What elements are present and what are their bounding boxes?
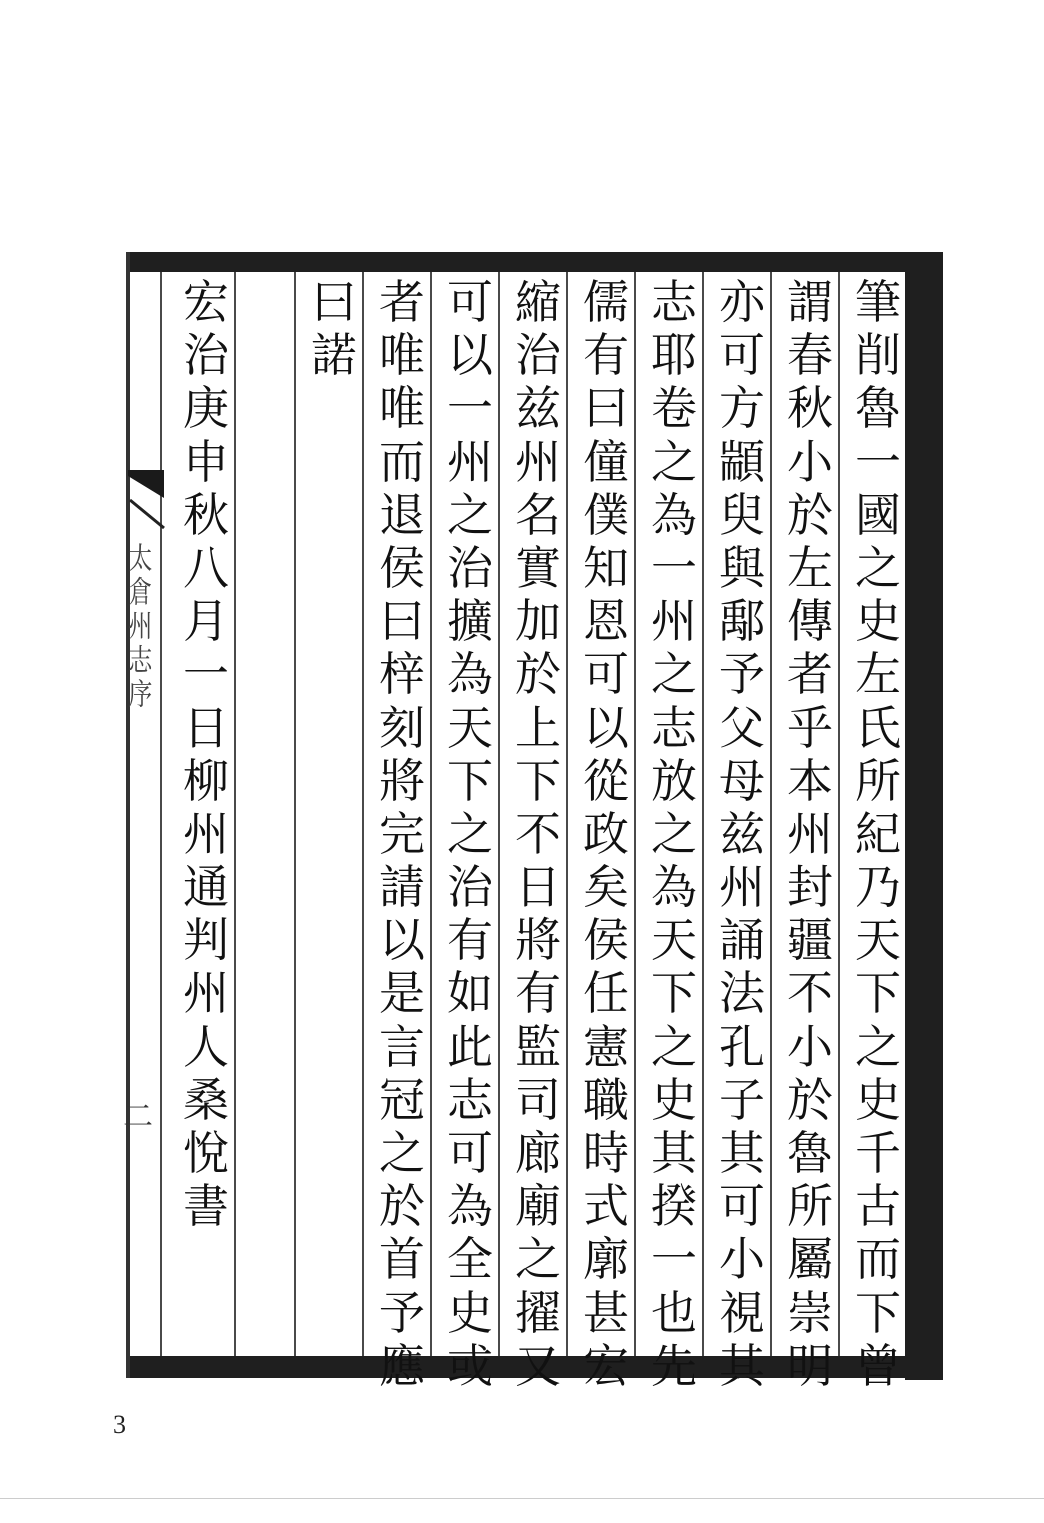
glyph: 州 — [651, 594, 697, 649]
page-number: 3 — [113, 1410, 126, 1439]
glyph: 廟 — [515, 1179, 561, 1234]
glyph: 人 — [183, 1019, 229, 1074]
text-column — [782, 276, 838, 1393]
glyph: 知 — [583, 540, 629, 595]
glyph: 將 — [515, 913, 561, 968]
glyph: 日 — [515, 860, 561, 915]
glyph: 左 — [787, 540, 833, 595]
glyph: 之 — [379, 1126, 425, 1180]
column-rule — [430, 272, 432, 1356]
glyph: 監 — [515, 1019, 561, 1074]
column-rule — [234, 272, 236, 1356]
glyph: 之 — [855, 540, 901, 595]
glyph: 臾 — [719, 487, 765, 542]
glyph: 之 — [515, 1232, 561, 1287]
glyph: 一 — [447, 381, 493, 436]
glyph: 封 — [787, 860, 833, 915]
glyph: 卷 — [651, 381, 697, 436]
glyph: 古 — [855, 1179, 901, 1234]
glyph: 此 — [447, 1019, 493, 1074]
glyph: 為 — [651, 860, 697, 915]
glyph: 揆 — [651, 1179, 697, 1234]
glyph: 有 — [447, 913, 493, 968]
glyph: 氏 — [855, 700, 901, 755]
glyph: 廊 — [515, 1126, 561, 1180]
column-rule — [294, 272, 296, 1356]
banxin-title: 太倉州志序 — [123, 542, 152, 712]
glyph: 梓 — [379, 647, 425, 702]
glyph: 全 — [447, 1232, 493, 1287]
glyph: 所 — [855, 753, 901, 808]
glyph: 秋 — [787, 381, 833, 436]
glyph: 桑 — [183, 1072, 229, 1127]
glyph: 首 — [379, 1232, 425, 1287]
glyph: 春 — [787, 328, 833, 383]
glyph: 治 — [447, 860, 493, 915]
glyph: 任 — [583, 966, 629, 1021]
glyph: 縮 — [515, 275, 561, 329]
glyph: 有 — [515, 966, 561, 1021]
glyph: 曾 — [855, 1338, 901, 1393]
glyph: 曰 — [311, 275, 357, 329]
glyph: 魯 — [787, 1126, 833, 1180]
glyph: 州 — [719, 860, 765, 915]
glyph: 可 — [719, 1179, 765, 1234]
glyph: 者 — [379, 275, 425, 329]
glyph: 擢 — [515, 1285, 561, 1340]
glyph: 方 — [719, 381, 765, 436]
glyph: 治 — [447, 540, 493, 595]
glyph: 兹 — [719, 806, 765, 861]
glyph: 顓 — [719, 434, 765, 489]
glyph: 是 — [379, 966, 425, 1021]
glyph: 史 — [855, 1072, 901, 1127]
glyph: 柳 — [183, 753, 229, 808]
text-column — [578, 276, 634, 1393]
glyph: 判 — [183, 913, 229, 968]
glyph: 之 — [651, 647, 697, 702]
glyph: 下 — [515, 753, 561, 808]
glyph: 之 — [855, 1019, 901, 1074]
text-column — [178, 276, 234, 1233]
glyph: 其 — [719, 1126, 765, 1180]
glyph: 可 — [719, 328, 765, 383]
column-rule — [160, 272, 162, 1356]
glyph: 謂 — [787, 275, 833, 329]
glyph: 可 — [583, 647, 629, 702]
glyph: 母 — [719, 753, 765, 808]
column-rule — [362, 272, 364, 1356]
glyph: 有 — [583, 328, 629, 383]
glyph: 政 — [583, 806, 629, 861]
text-column — [510, 276, 566, 1393]
glyph: 先 — [651, 1338, 697, 1393]
glyph: 小 — [787, 1019, 833, 1074]
glyph: 諾 — [311, 328, 357, 383]
glyph: 疆 — [787, 913, 833, 968]
glyph: 崇 — [787, 1285, 833, 1340]
glyph: 完 — [379, 806, 425, 861]
frame-left-border — [126, 252, 130, 1378]
glyph: 之 — [651, 434, 697, 489]
column-rule — [566, 272, 568, 1356]
glyph: 子 — [719, 1072, 765, 1127]
glyph: 宏 — [183, 275, 229, 329]
glyph: 史 — [855, 594, 901, 649]
glyph: 悅 — [183, 1126, 229, 1180]
column-rule — [498, 272, 500, 1356]
glyph: 其 — [651, 1126, 697, 1180]
glyph: 亦 — [719, 275, 765, 329]
glyph: 月 — [183, 594, 229, 649]
glyph: 加 — [515, 594, 561, 649]
glyph: 名 — [515, 487, 561, 542]
glyph: 下 — [855, 966, 901, 1021]
column-rule — [634, 272, 636, 1356]
glyph: 之 — [651, 806, 697, 861]
glyph: 以 — [583, 700, 629, 755]
glyph: 孔 — [719, 1019, 765, 1074]
glyph: 小 — [719, 1232, 765, 1287]
glyph: 乎 — [787, 700, 833, 755]
text-column — [850, 276, 906, 1393]
glyph: 刻 — [379, 700, 425, 755]
glyph: 矣 — [583, 860, 629, 915]
glyph: 者 — [787, 647, 833, 702]
glyph: 之 — [651, 1019, 697, 1074]
glyph: 日 — [183, 700, 229, 755]
glyph: 申 — [183, 434, 229, 489]
glyph: 擴 — [447, 594, 493, 649]
glyph: 視 — [719, 1285, 765, 1340]
glyph: 八 — [183, 540, 229, 595]
glyph: 鄅 — [719, 594, 765, 649]
glyph: 小 — [787, 434, 833, 489]
text-column — [306, 276, 362, 382]
glyph: 通 — [183, 860, 229, 915]
glyph: 可 — [447, 275, 493, 329]
glyph: 之 — [447, 806, 493, 861]
glyph: 天 — [651, 913, 697, 968]
glyph: 於 — [787, 1072, 833, 1127]
glyph: 乃 — [855, 860, 901, 915]
glyph: 放 — [651, 753, 697, 808]
glyph: 僮 — [583, 434, 629, 489]
footer-divider — [0, 1498, 1044, 1499]
glyph: 上 — [515, 700, 561, 755]
glyph: 宏 — [583, 1338, 629, 1393]
glyph: 傳 — [787, 594, 833, 649]
glyph: 下 — [651, 966, 697, 1021]
text-column — [646, 276, 702, 1393]
glyph: 父 — [719, 700, 765, 755]
glyph: 儒 — [583, 275, 629, 329]
glyph: 應 — [379, 1338, 425, 1393]
glyph: 與 — [719, 540, 765, 595]
glyph: 下 — [447, 753, 493, 808]
glyph: 誦 — [719, 913, 765, 968]
glyph: 志 — [651, 275, 697, 329]
glyph: 本 — [787, 753, 833, 808]
glyph: 州 — [183, 966, 229, 1021]
glyph: 一 — [651, 540, 697, 595]
glyph: 魯 — [855, 381, 901, 436]
glyph: 以 — [447, 328, 493, 383]
glyph: 史 — [651, 1072, 697, 1127]
glyph: 將 — [379, 753, 425, 808]
leaf-number: 二 — [117, 1100, 152, 1130]
glyph: 從 — [583, 753, 629, 808]
glyph: 於 — [515, 647, 561, 702]
glyph: 可 — [447, 1126, 493, 1180]
glyph: 耶 — [651, 328, 697, 383]
glyph: 為 — [447, 1179, 493, 1234]
frame-top-border — [128, 252, 943, 272]
glyph: 言 — [379, 1019, 425, 1074]
column-rule — [838, 272, 840, 1356]
glyph: 唯 — [379, 328, 425, 383]
glyph: 州 — [447, 434, 493, 489]
glyph: 不 — [515, 806, 561, 861]
glyph: 也 — [651, 1285, 697, 1340]
glyph: 曰 — [583, 381, 629, 436]
text-column — [442, 276, 498, 1393]
glyph: 州 — [515, 434, 561, 489]
glyph: 唯 — [379, 381, 425, 436]
glyph: 一 — [855, 434, 901, 489]
glyph: 國 — [855, 487, 901, 542]
glyph: 予 — [719, 647, 765, 702]
text-column — [714, 276, 770, 1393]
glyph: 實 — [515, 540, 561, 595]
glyph: 而 — [855, 1232, 901, 1287]
glyph: 如 — [447, 966, 493, 1021]
glyph: 以 — [379, 913, 425, 968]
glyph: 一 — [651, 1232, 697, 1287]
column-rule — [770, 272, 772, 1356]
glyph: 侯 — [379, 540, 425, 595]
glyph: 治 — [183, 328, 229, 383]
glyph: 志 — [651, 700, 697, 755]
glyph: 史 — [447, 1285, 493, 1340]
glyph: 曰 — [379, 594, 425, 649]
glyph: 下 — [855, 1285, 901, 1340]
glyph: 司 — [515, 1072, 561, 1127]
glyph: 退 — [379, 487, 425, 542]
glyph: 或 — [447, 1338, 493, 1393]
glyph: 甚 — [583, 1285, 629, 1340]
glyph: 式 — [583, 1179, 629, 1234]
fish-tail-mark — [128, 470, 168, 530]
text-column — [374, 276, 430, 1393]
glyph: 州 — [787, 806, 833, 861]
glyph: 明 — [787, 1338, 833, 1393]
glyph: 天 — [855, 913, 901, 968]
glyph: 侯 — [583, 913, 629, 968]
glyph: 紀 — [855, 806, 901, 861]
glyph: 筆 — [855, 275, 901, 329]
glyph: 職 — [583, 1072, 629, 1127]
glyph: 請 — [379, 860, 425, 915]
glyph: 書 — [183, 1179, 229, 1234]
glyph: 時 — [583, 1126, 629, 1180]
glyph: 冠 — [379, 1072, 425, 1127]
column-rule — [702, 272, 704, 1356]
glyph: 為 — [447, 647, 493, 702]
glyph: 於 — [787, 487, 833, 542]
glyph: 兹 — [515, 381, 561, 436]
glyph: 其 — [719, 1338, 765, 1393]
glyph: 秋 — [183, 487, 229, 542]
glyph: 左 — [855, 647, 901, 702]
glyph: 所 — [787, 1179, 833, 1234]
glyph: 天 — [447, 700, 493, 755]
glyph: 千 — [855, 1126, 901, 1180]
glyph: 之 — [447, 487, 493, 542]
frame-right-border — [905, 252, 943, 1380]
glyph: 廓 — [583, 1232, 629, 1287]
glyph: 削 — [855, 328, 901, 383]
glyph: 志 — [447, 1072, 493, 1127]
glyph: 予 — [379, 1285, 425, 1340]
glyph: 僕 — [583, 487, 629, 542]
glyph: 又 — [515, 1338, 561, 1393]
glyph: 法 — [719, 966, 765, 1021]
glyph: 不 — [787, 966, 833, 1021]
glyph: 恩 — [583, 594, 629, 649]
glyph: 為 — [651, 487, 697, 542]
glyph: 一 — [183, 647, 229, 702]
glyph: 屬 — [787, 1232, 833, 1287]
glyph: 於 — [379, 1179, 425, 1234]
glyph: 而 — [379, 434, 425, 489]
glyph: 治 — [515, 328, 561, 383]
glyph: 憲 — [583, 1019, 629, 1074]
glyph: 州 — [183, 806, 229, 861]
glyph: 庚 — [183, 381, 229, 436]
